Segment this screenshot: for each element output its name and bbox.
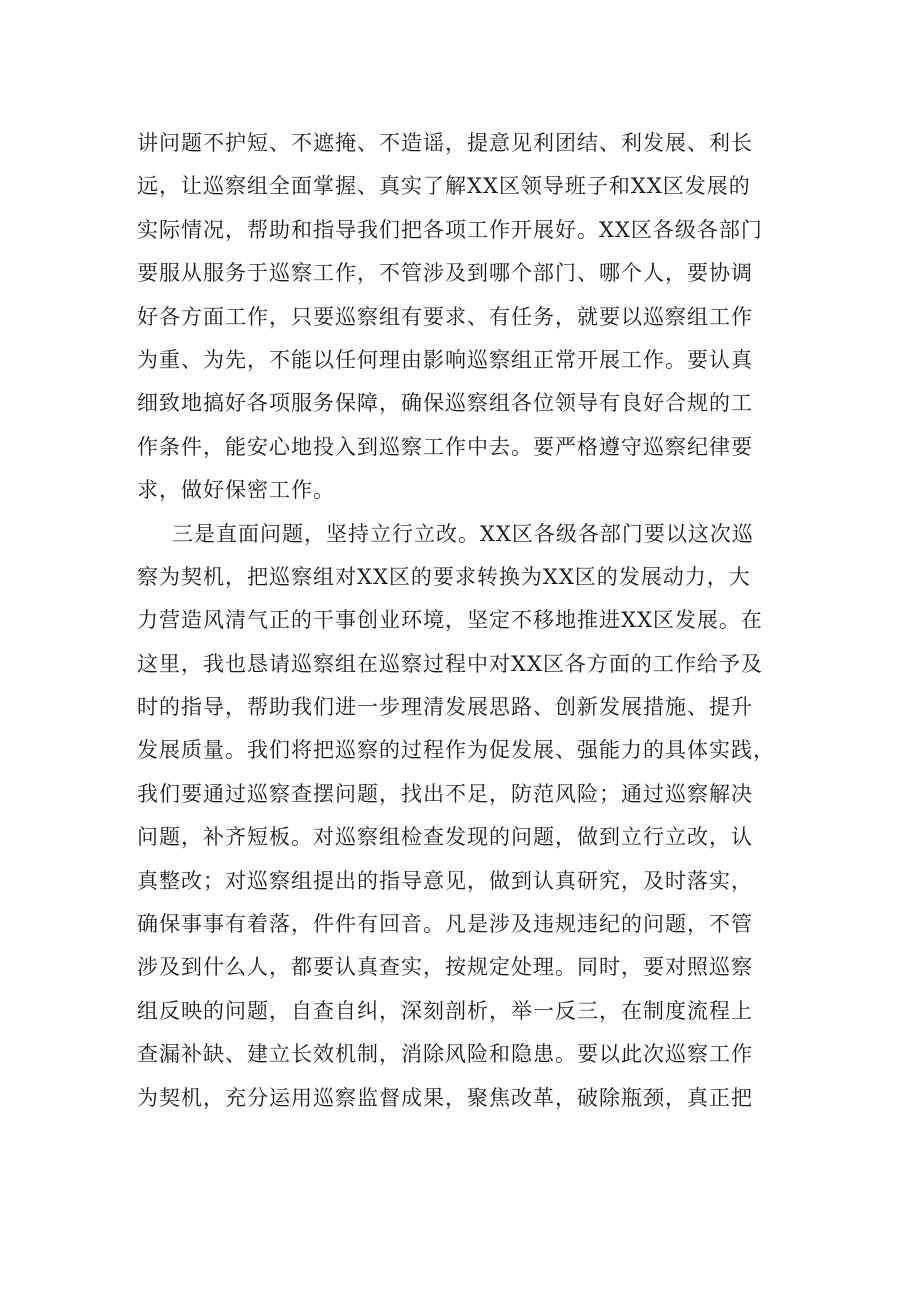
- text-line: 好各方面工作，只要巡察组有要求、有任务，就要以巡察组工作: [137, 304, 753, 329]
- text-line: 作条件，能安心地投入到巡察工作中去。要严格遵守巡察纪律要: [137, 434, 753, 459]
- text-line: 为契机，充分运用巡察监督成果，聚焦改革，破除瓶颈，真正把: [137, 1085, 753, 1110]
- body-text: [137, 122, 797, 1120]
- text-line: 真整改；对巡察组提出的指导意见，做到认真研究，及时落实，: [137, 868, 753, 893]
- text-line: 讲问题不护短、不遮掩、不造谣，提意见利团结、利发展、利长: [137, 131, 753, 155]
- text-line: 求，做好保密工作。: [137, 478, 335, 503]
- text-line: 细致地搞好各项服务保障，确保巡察组各位领导有良好合规的工: [137, 391, 753, 416]
- text-line: 要服从服务于巡察工作，不管涉及到哪个部门、哪个人，要协调: [137, 261, 753, 286]
- text-line: 涉及到什么人，都要认真查实，按规定处理。同时，要对照巡察: [137, 955, 753, 980]
- text-line: 察为契机，把巡察组对XX区的要求转换为XX区的发展动力，大: [137, 564, 751, 589]
- text-line: 远，让巡察组全面掌握、真实了解XX区领导班子和XX区发展的: [137, 174, 751, 199]
- text-line: 确保事事有着落，件件有回音。凡是涉及违规违纪的问题，不管: [137, 912, 753, 937]
- text-line: 实际情况，帮助和指导我们把各项工作开展好。XX区各级各部门: [137, 217, 763, 242]
- text-line: 查漏补缺、建立长效机制，消除风险和隐患。要以此次巡察工作: [137, 1042, 753, 1067]
- paragraph-start-line: 三是直面问题，坚持立行立改。XX区各级各部门要以这次巡: [172, 521, 754, 546]
- text-line: 时的指导，帮助我们进一步理清发展思路、创新发展措施、提升: [137, 695, 753, 720]
- text-line: 力营造风清气正的干事创业环境，坚定不移地推进XX区发展。在: [137, 608, 763, 633]
- text-line: 发展质量。我们将把巡察的过程作为促发展、强能力的具体实践，: [137, 738, 775, 763]
- text-line: 组反映的问题，自查自纠，深刻剖析，举一反三，在制度流程上: [137, 998, 753, 1023]
- text-line: 问题，补齐短板。对巡察组检查发现的问题，做到立行立改，认: [137, 825, 753, 850]
- text-line: 为重、为先，不能以任何理由影响巡察组正常开展工作。要认真: [137, 347, 753, 372]
- text-line: 这里，我也恳请巡察组在巡察过程中对XX区各方面的工作给予及: [137, 651, 763, 676]
- text-line: 我们要通过巡察查摆问题，找出不足，防范风险；通过巡察解决: [137, 781, 753, 806]
